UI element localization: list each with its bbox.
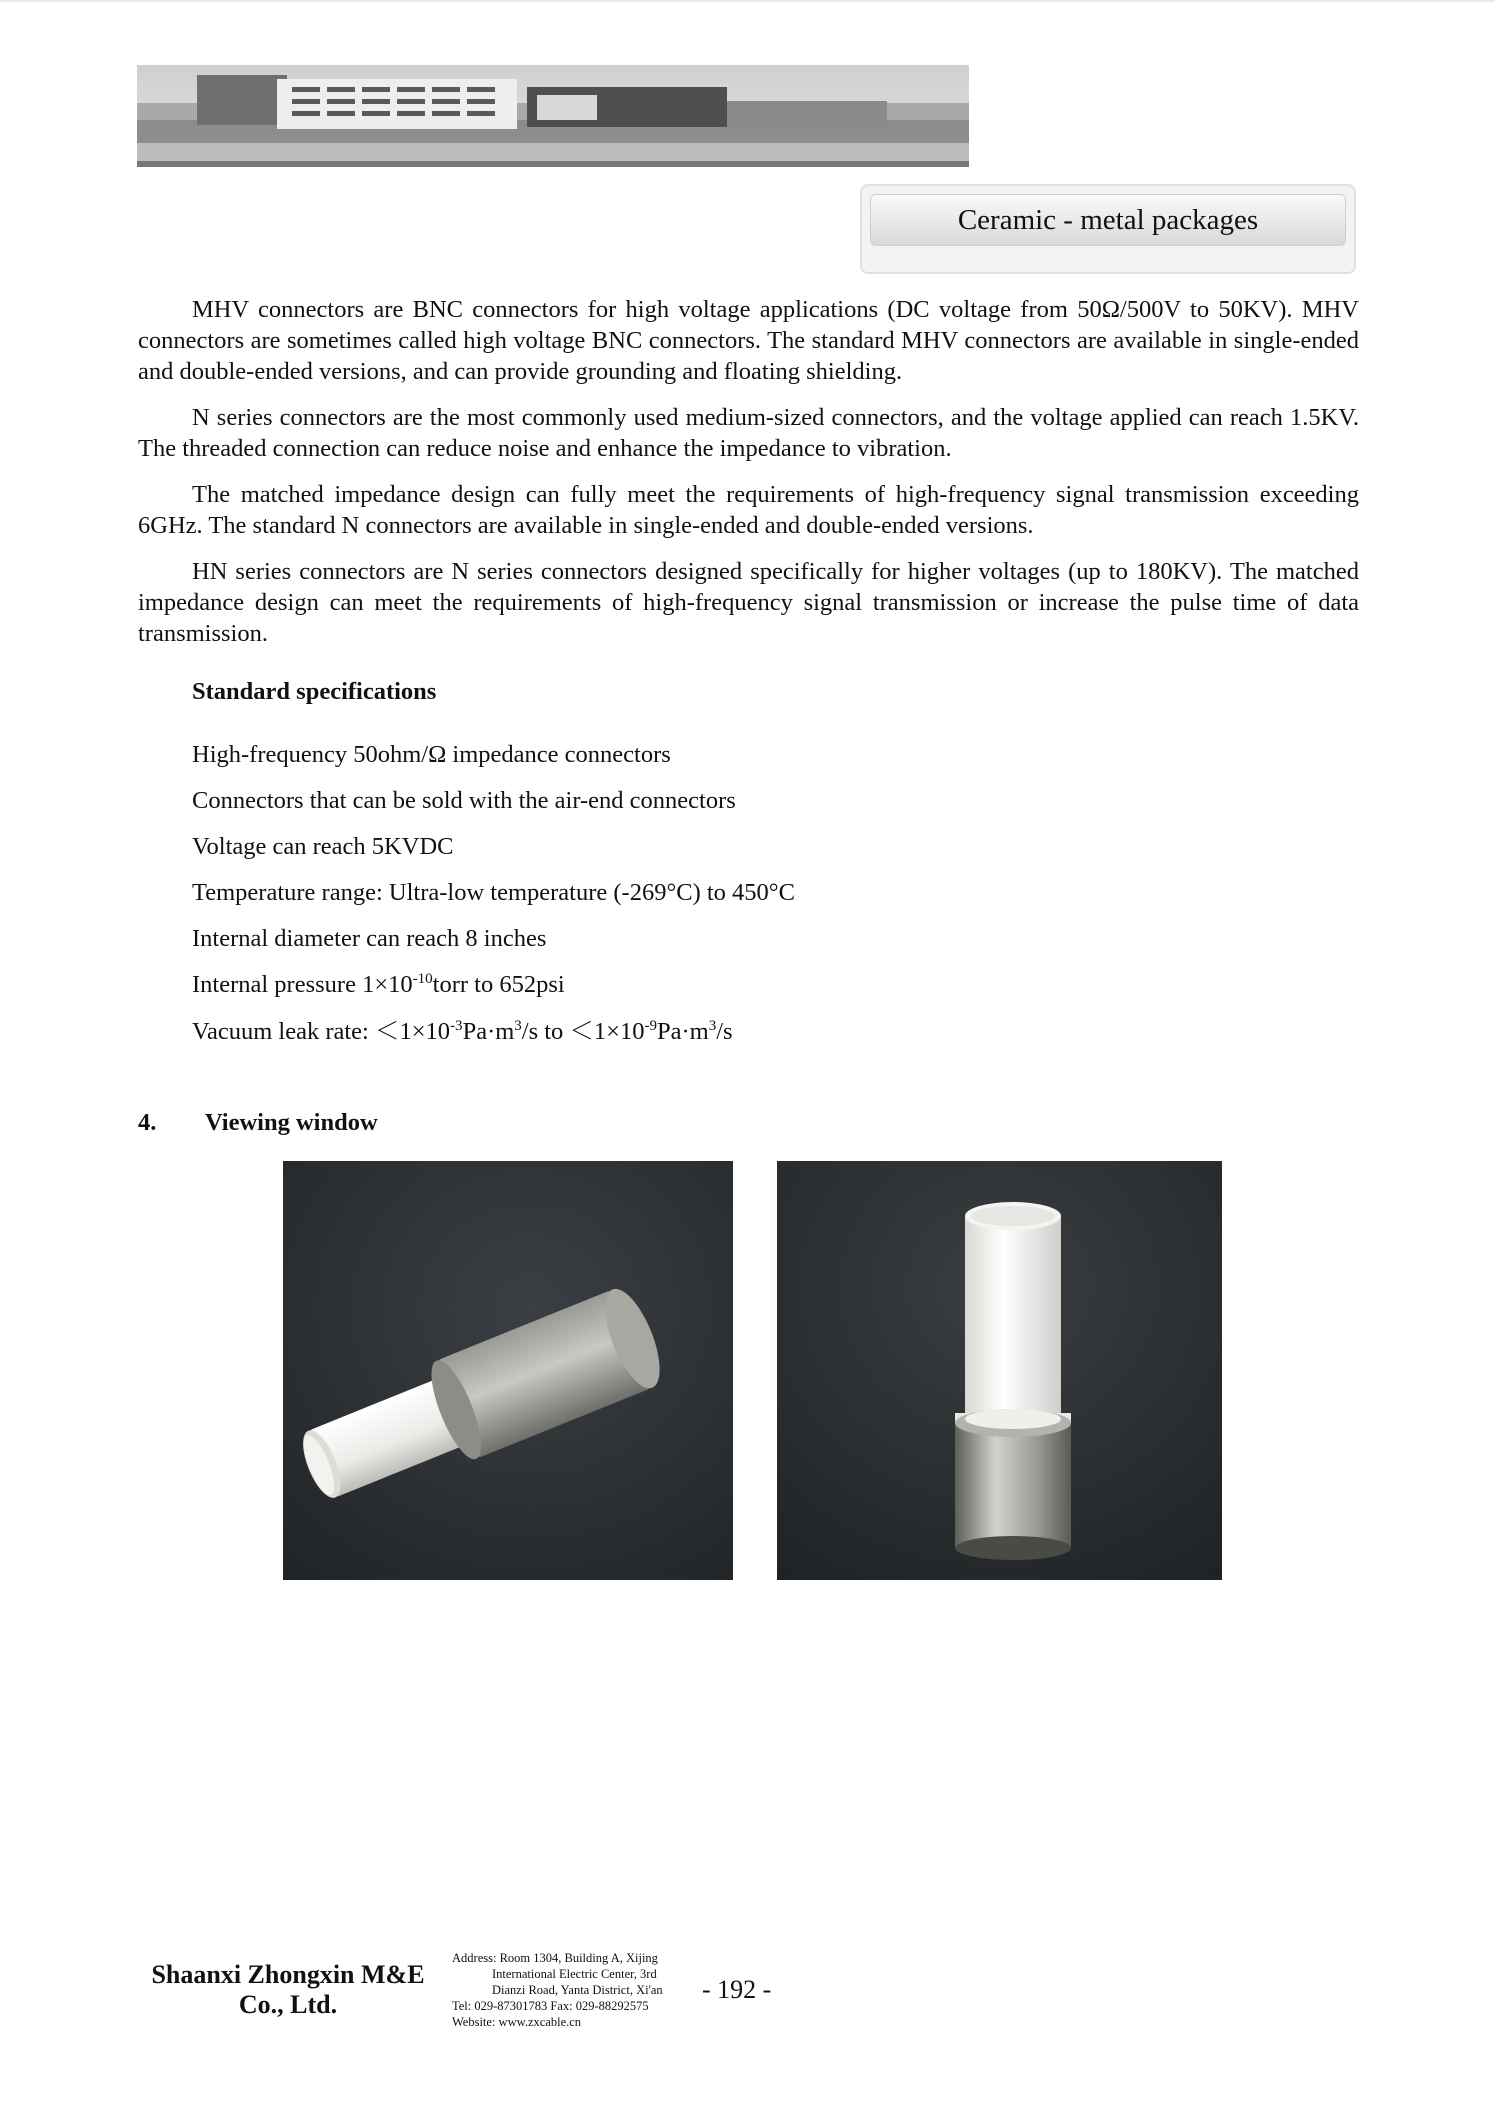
section-tab — [860, 184, 1356, 274]
spec-item: High-frequency 50ohm/Ω impedance connectors — [192, 741, 671, 768]
footer-address: Address: Room 1304, Building A, Xijing International Electric Center, 3rd Dianzi Road, Yanta District, Xi'an Tel: 029-87301783 Fax: 029-88292575 Website: www.zxcable.cn — [452, 1951, 663, 2029]
page-number: - 192 - — [702, 1975, 772, 2004]
spec-item-leak-rate: Vacuum leak rate: $<1\times 10^{-3}Pa\cdot m^3/s$ to $<1\times 10^{-9}Pa\cdot m^3/s$ — [192, 1017, 733, 1045]
viewing-window-photo-2 — [777, 1161, 1222, 1580]
section-heading: Viewing window — [205, 1109, 378, 1136]
paragraph-hn-series: HN series connectors are N series connectors designed specifically for higher voltages (up to 180KV). The matched impedance design can meet the requirements of high-frequency signal transmission or increase the pulse time of data transmission. — [138, 558, 1359, 647]
spec-item: Connectors that can be sold with the air-end connectors — [192, 787, 736, 814]
viewing-window-photo-1 — [283, 1161, 733, 1580]
paragraph-n-series: N series connectors are the most commonly used medium-sized connectors, and the voltage applied can reach 1.5KV. The threaded connection can reduce noise and enhance the impedance to vibration. — [138, 404, 1359, 462]
paragraph-mhv: MHV connectors are BNC connectors for high voltage applications (DC voltage from 50Ω/500V to 50KV). MHV connectors are sometimes called high voltage BNC connectors. The standard MHV connectors are available in single-ended and double-ended versions, and can provide grounding and floating shielding. — [138, 296, 1359, 385]
header-banner-image — [137, 65, 969, 167]
spec-item-pressure: Internal pressure $1\times 10^{-10}torr$ to 652psi — [192, 970, 565, 998]
spec-item: Temperature range: Ultra-low temperature (-269°C) to 450°C — [192, 879, 795, 906]
spec-item: Voltage can reach 5KVDC — [192, 833, 454, 860]
footer-company-name: Shaanxi Zhongxin M&E Co., Ltd. — [151, 1960, 425, 2019]
section-number: 4. — [138, 1109, 157, 1136]
section-title: Ceramic - metal packages — [870, 194, 1346, 246]
paragraph-matched-impedance: The matched impedance design can fully meet the requirements of high-frequency signal transmission exceeding 6GHz. The standard N connectors are available in single-ended and double-ended versions. — [138, 481, 1359, 539]
spec-heading: Standard specifications — [192, 678, 437, 705]
page-top-border — [0, 0, 1495, 2]
spec-item: Internal diameter can reach 8 inches — [192, 925, 547, 952]
